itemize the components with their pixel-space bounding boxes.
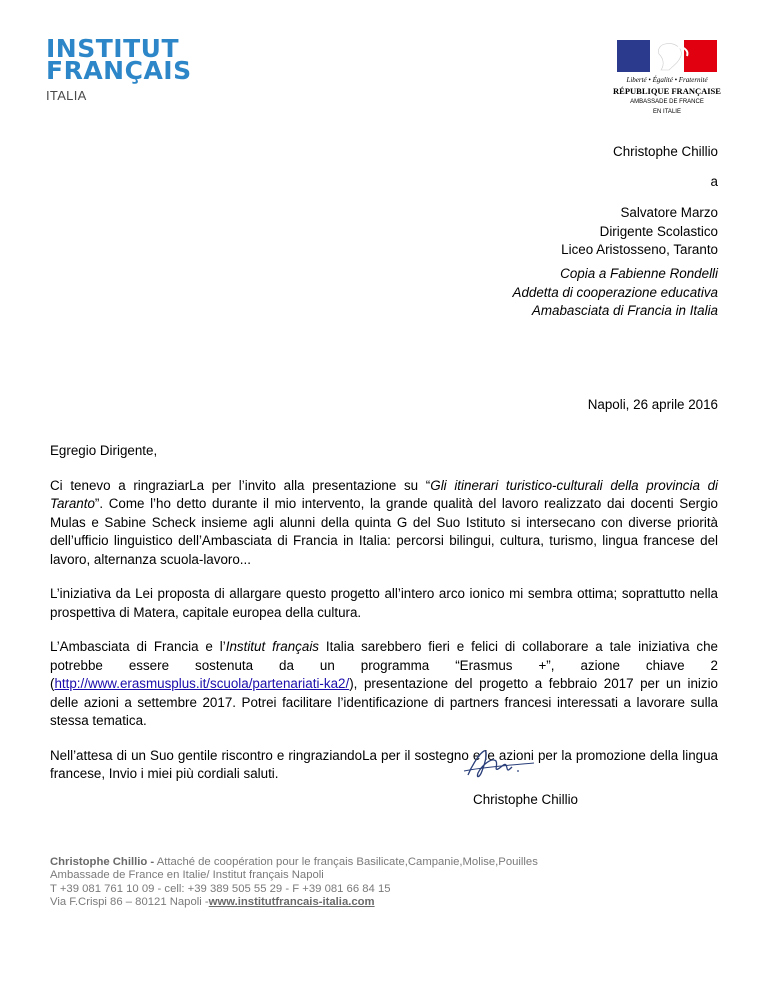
signature-name: Christophe Chillio	[473, 792, 578, 807]
p3-text-c: ), presentazione del progetto a febbraio 2017 per un inizio delle azioni a settembre 2017. Potrei facilitare l’identificazione di partners francesi interessati a lavorare sulla stessa tematica.	[50, 676, 718, 728]
p1-text-b: ”. Come l’ho detto durante il mio intervento, la grande qualità del lavoro realizzato dai docenti Sergio Mulas e Sabine Scheck insieme agli alunni della quinta G del Suo Istituto si intersecano con diverse priorità dell’ufficio linguistico dell’Ambasciata di Francia in Italia: percorsi bilingui, cultura, turismo, lingua francese del lavoro, alternanza scuola-lavoro...	[50, 496, 718, 567]
paragraph-3	[50, 638, 718, 731]
paragraph-2: L’iniziativa da Lei proposta di allargare questo progetto all’intero arco ionico mi sembra ottima; soprattutto nella prospettiva di Matera, capitale europea della cultura.	[50, 586, 718, 620]
salutation: Egregio Dirigente,	[50, 443, 158, 458]
handwritten-signature	[462, 745, 542, 785]
institut-francais-logo	[46, 34, 192, 103]
logo-line-1: INSTITUT	[46, 34, 179, 63]
footer-line-1	[50, 856, 538, 869]
marianne-flag-icon	[617, 40, 717, 72]
sender-name: Christophe Chillio	[613, 144, 718, 159]
recipient-block	[561, 204, 718, 260]
recipient-role: Dirigente Scolastico	[599, 223, 718, 239]
republique-francaise-logo	[612, 40, 722, 116]
letter-date: Napoli, 26 aprile 2016	[587, 397, 718, 412]
footer	[50, 856, 538, 910]
copy-block	[513, 265, 718, 321]
p3-text-b: Italia sarebbero fieri e felici di collaborare a tale iniziativa che potrebbe essere sostenuta da un programma “Erasmus +”, azione chiave 2 (	[50, 639, 719, 691]
footer-line-4	[50, 896, 538, 909]
paragraph-4: Nell’attesa di un Suo gentile riscontro e ringraziandoLa per il sostegno e le azioni per la promozione della lingua francese, Invio i miei più cordiali saluti.	[50, 747, 718, 781]
p3-text-a: L’Ambasciata di Francia e l’	[50, 639, 226, 654]
logo-line-3: ITALIA	[46, 88, 87, 103]
footer-website-link[interactable]: www.institutfrancais-italia.com	[208, 896, 375, 909]
logo-line-2: FRANÇAIS	[46, 56, 192, 85]
recipient-school: Liceo Aristosseno, Taranto	[561, 242, 718, 257]
copy-line-2: Addetta di cooperazione educativa	[512, 284, 718, 300]
recipient-name: Salvatore Marzo	[620, 205, 718, 220]
letter-body	[50, 442, 718, 800]
p1-text-a: Ci tenevo a ringraziarLa per l’invito alla presentazione su “	[50, 477, 431, 493]
rf-name: RÉPUBLIQUE FRANÇAISE	[613, 86, 721, 96]
footer-line-2: Ambassade de France en Italie/ Institut français Napoli	[50, 869, 324, 882]
footer-title: Attaché de coopération pour le français Basilicate,Campanie,Molise,Pouilles	[154, 856, 538, 868]
erasmus-link[interactable]: http://www.erasmusplus.it/scuola/partenariati-ka2/	[54, 676, 350, 691]
p1-title: Gli itinerari turistico-culturali della provincia di Taranto	[50, 477, 718, 511]
to-word: a	[710, 174, 718, 189]
footer-name: Christophe Chillio -	[50, 856, 155, 868]
copy-line-1: Copia a Fabienne Rondelli	[560, 266, 718, 281]
paragraph-1	[50, 477, 718, 570]
rf-sub-1: AMBASSADE DE FRANCE	[630, 99, 704, 105]
copy-line-3: Amabasciata di Francia in Italia	[531, 303, 718, 318]
p3-institut: Institut français	[225, 639, 319, 654]
footer-line-3: T +39 081 761 10 09 - cell: +39 389 505 55 29 - F +39 081 66 84 15	[50, 882, 391, 895]
rf-sub-2: EN ITALIE	[653, 109, 681, 115]
rf-motto: Liberté • Égalité • Fraternité	[626, 76, 708, 84]
footer-address: Via F.Crispi 86 – 80121 Napoli -	[50, 896, 209, 909]
